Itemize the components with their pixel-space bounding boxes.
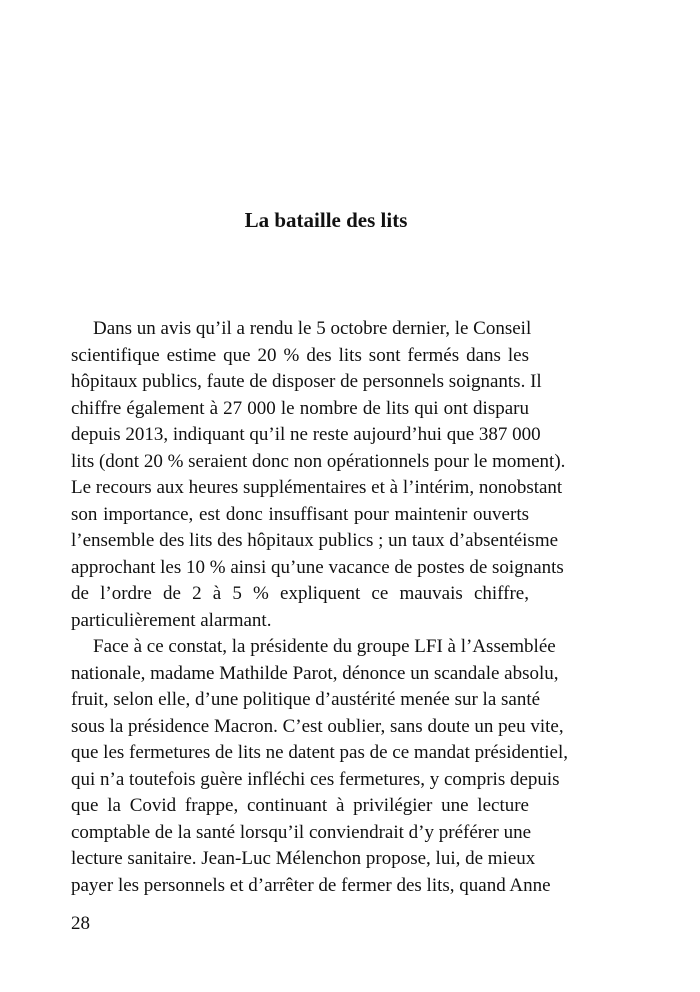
chapter-title: La bataille des lits: [244, 208, 408, 232]
paragraph-2: [71, 634, 568, 899]
paragraph-1: [71, 316, 566, 634]
text-line: Dans un avis qu’il a rendu le 5 octobre dernier, le Conseil: [93, 318, 532, 339]
text-line: l’ensemble des lits des hôpitaux publics ; un taux d’absentéisme: [71, 530, 559, 551]
text-line: sous la présidence Macron. C’est oublier, sans doute un peu vite,: [71, 715, 564, 737]
text-line: son importance, est donc insuffisant pour maintenir ouverts: [71, 503, 529, 525]
text-line: depuis 2013, indiquant qu’il ne reste aujourd’hui que 387 000: [71, 424, 541, 445]
text-line: lits (dont 20 % seraient donc non opérationnels pour le moment).: [71, 450, 566, 472]
text-line: comptable de la santé lorsqu’il conviendrait d’y préférer une: [71, 821, 532, 843]
text-line: que la Covid frappe, continuant à privilégier une lecture: [71, 795, 529, 816]
text-line: Face à ce constat, la présidente du groupe LFI à l’Assemblée: [93, 636, 556, 657]
text-line: scientifique estime que 20 % des lits sont fermés dans les: [71, 344, 529, 366]
text-line: fruit, selon elle, d’une politique d’austérité menée sur la santé: [71, 689, 541, 710]
text-line: hôpitaux publics, faute de disposer de personnels soignants. Il: [71, 371, 542, 392]
body-text: [71, 316, 568, 899]
text-line: approchant les 10 % ainsi qu’une vacance de postes de soignants: [71, 556, 564, 578]
page-number: 28: [71, 913, 90, 934]
text-line: lecture sanitaire. Jean-Luc Mélenchon propose, lui, de mieux: [71, 848, 536, 869]
text-line: de l’ordre de 2 à 5 % expliquent ce mauvais chiffre,: [71, 583, 529, 604]
text-line: chiffre également à 27 000 le nombre de lits qui ont disparu: [71, 397, 529, 419]
text-line: Le recours aux heures supplémentaires et à l’intérim, nonobstant: [71, 477, 563, 498]
text-line: que les fermetures de lits ne datent pas de ce mandat présidentiel,: [71, 742, 568, 763]
text-line: particulièrement alarmant.: [71, 609, 272, 631]
text-line: payer les personnels et d’arrêter de fermer des lits, quand Anne: [71, 874, 551, 896]
text-line: nationale, madame Mathilde Parot, dénonce un scandale absolu,: [71, 662, 559, 684]
text-line: qui n’a toutefois guère infléchi ces fermetures, y compris depuis: [71, 768, 560, 790]
